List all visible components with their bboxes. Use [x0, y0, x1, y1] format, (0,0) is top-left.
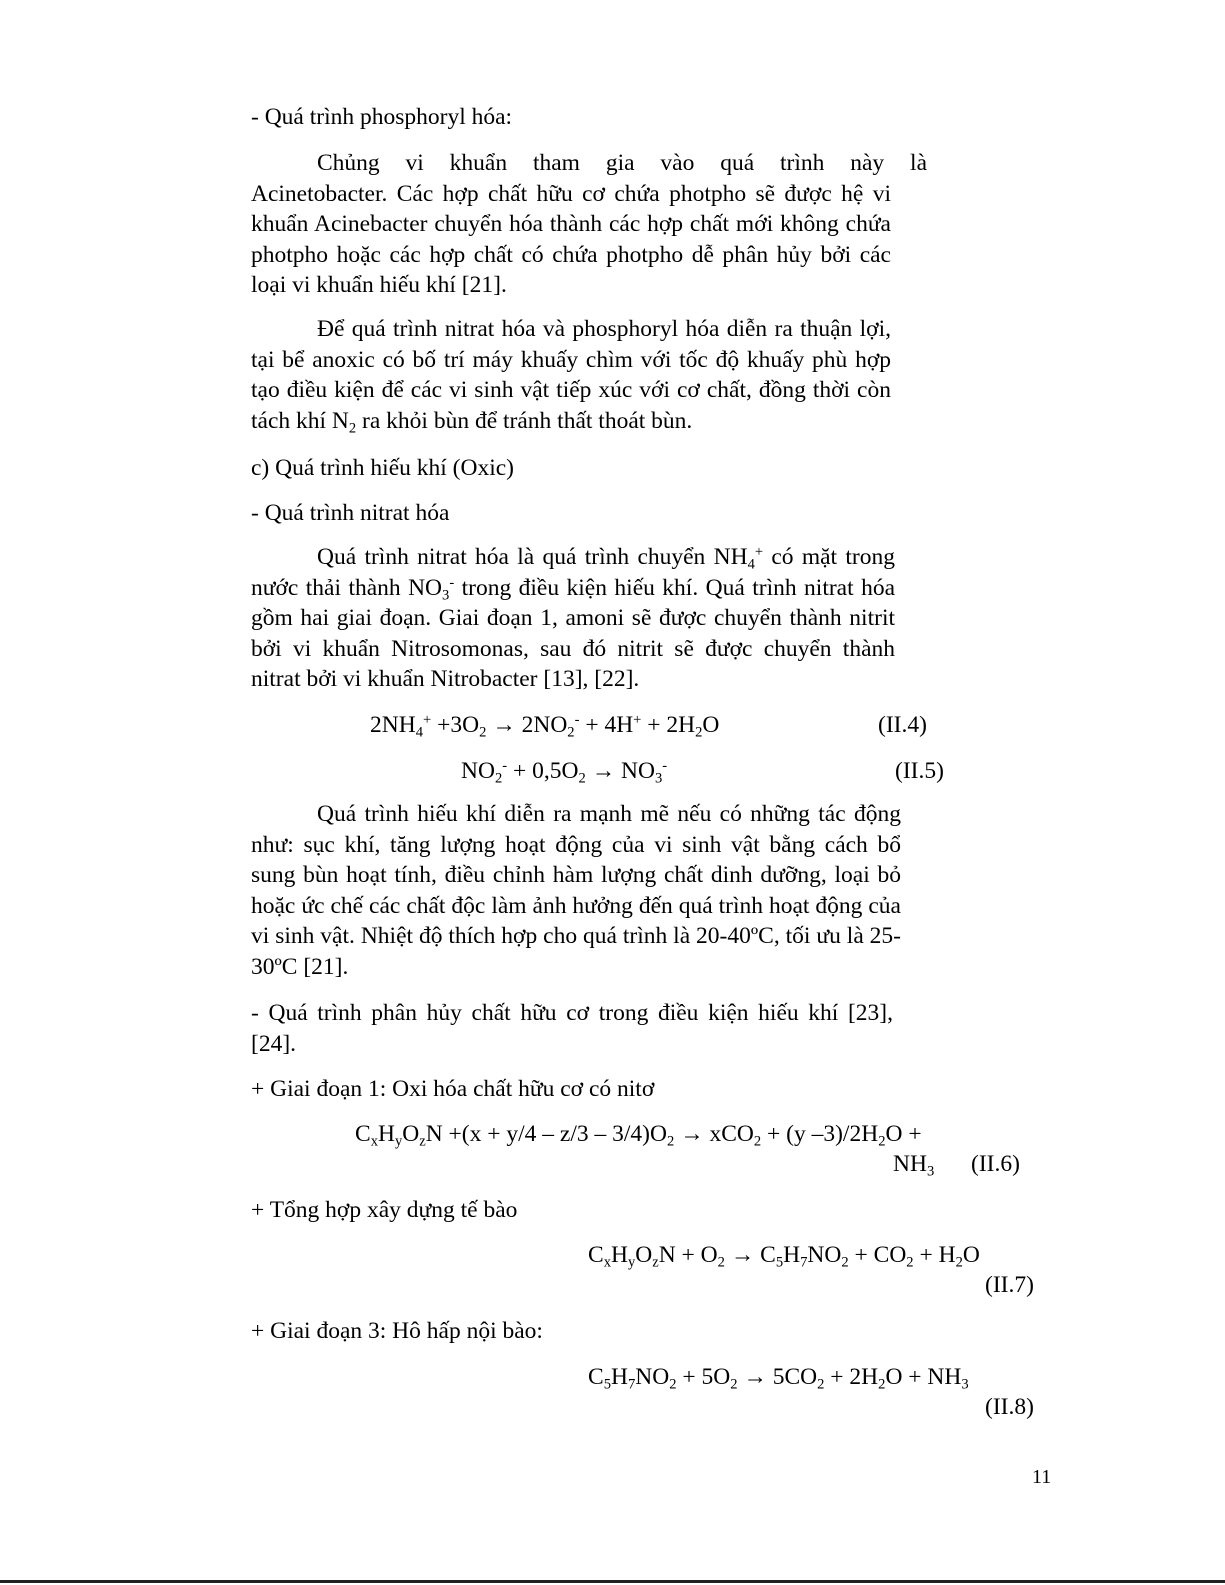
equation-ii4: $2NH_4^+ +3O_2 \to 2NO_2^- + 4H^+ + 2H_2O$ [370, 712, 720, 741]
bottom-edge-divider [0, 1580, 1225, 1583]
equation-ii8-label: (II.8) [985, 1394, 1034, 1420]
paragraph-aerobic: Quá trình hiếu khí diễn ra mạnh mẽ nếu có những tác động như: sục khí, tăng lượng hoạt động của vi sinh vật bằng cách bổ sung bùn hoạt tính, điều chỉnh hàm lượng chất dinh dưỡng, loại bỏ hoặc ức chế các chất độc làm ảnh hưởng đến quá trình hoạt động của vi sinh vật. Nhiệt độ thích hợp cho quá trình là 20-40ºC, tối ưu là 25-30ºC [21]. [251, 801, 901, 980]
paragraph-decomposition: - Quá trình phân hủy chất hữu cơ trong điều kiện hiếu khí [23], [24]. [251, 1000, 893, 1057]
stage-1-heading: + Giai đoạn 1: Oxi hóa chất hữu cơ có nitơ [251, 1076, 655, 1102]
equation-ii6-continuation: $NH_3$ [893, 1151, 935, 1180]
equation-ii5-label: (II.5) [895, 758, 944, 784]
equation-ii7: $C_xH_yO_zN + O_2 \to C_5H_7NO_2 + CO_2 + H_2O$ [588, 1242, 980, 1271]
stage-3-heading: + Giai đoạn 3: Hô hấp nội bào: [251, 1318, 543, 1344]
paragraph-acinetobacter-line1: Chủng vi khuẩn tham gia vào quá trình này là [317, 150, 927, 176]
equation-ii4-label: (II.4) [878, 712, 927, 738]
heading-oxic: c) Quá trình hiếu khí (Oxic) [251, 455, 514, 481]
equation-ii6: $C_xH_yO_zN +(x + y/4 - z/3 - 3/4)O_2 \to xCO_2 + (y$ $-3)/2H_2O$ + [355, 1121, 922, 1150]
paragraph-nitrification: Quá trình nitrat hóa là quá trình chuyển $NH_4^+$ có mặt trong nước thải thành $NO_3^-$ trong điều kiện hiếu khí. Quá trình nitrat hóa gồm hai giai đoạn. Giai đoạn 1, amoni sẽ được chuyển thành nitrit bởi vi khuẩn Nitrosomonas, sau đó nitrit sẽ được chuyển thành nitrat bởi vi khuẩn Nitrobacter [13], [22]. [251, 544, 895, 692]
equation-ii6-label: (II.6) [971, 1151, 1020, 1177]
heading-phosphoryl: - Quá trình phosphoryl hóa: [251, 104, 513, 130]
paragraph-anoxic: Để quá trình nitrat hóa và phosphoryl hóa diễn ra thuận lợi, tại bể anoxic có bố trí máy khuấy chìm với tốc độ khuấy phù hợp tạo điều kiện để các vi sinh vật tiếp xúc với cơ chất, đồng thời còn tách khí $N_2$ ra khỏi bùn để tránh thất thoát bùn. [251, 316, 891, 436]
equation-ii5: $NO_2^- + 0,5O_2 \to NO_3^-$ [461, 758, 668, 787]
equation-ii7-label: (II.7) [985, 1272, 1034, 1298]
equation-ii8: $C_5H_7NO_2 + 5O_2 \to 5CO_2 + 2H_2O + NH_3$ [588, 1364, 969, 1393]
page-number: 11 [1032, 1466, 1052, 1488]
paragraph-acinetobacter: Acinetobacter. Các hợp chất hữu cơ chứa photpho sẽ được hệ vi khuẩn Acinebacter chuyển hóa thành các hợp chất mới không chứa photpho hoặc các hợp chất có chứa photpho dễ phân hủy bởi các loại vi khuẩn hiếu khí [21]. [251, 180, 891, 298]
stage-2-heading: + Tổng hợp xây dựng tế bào [251, 1197, 518, 1223]
heading-nitrat: - Quá trình nitrat hóa [251, 500, 450, 526]
